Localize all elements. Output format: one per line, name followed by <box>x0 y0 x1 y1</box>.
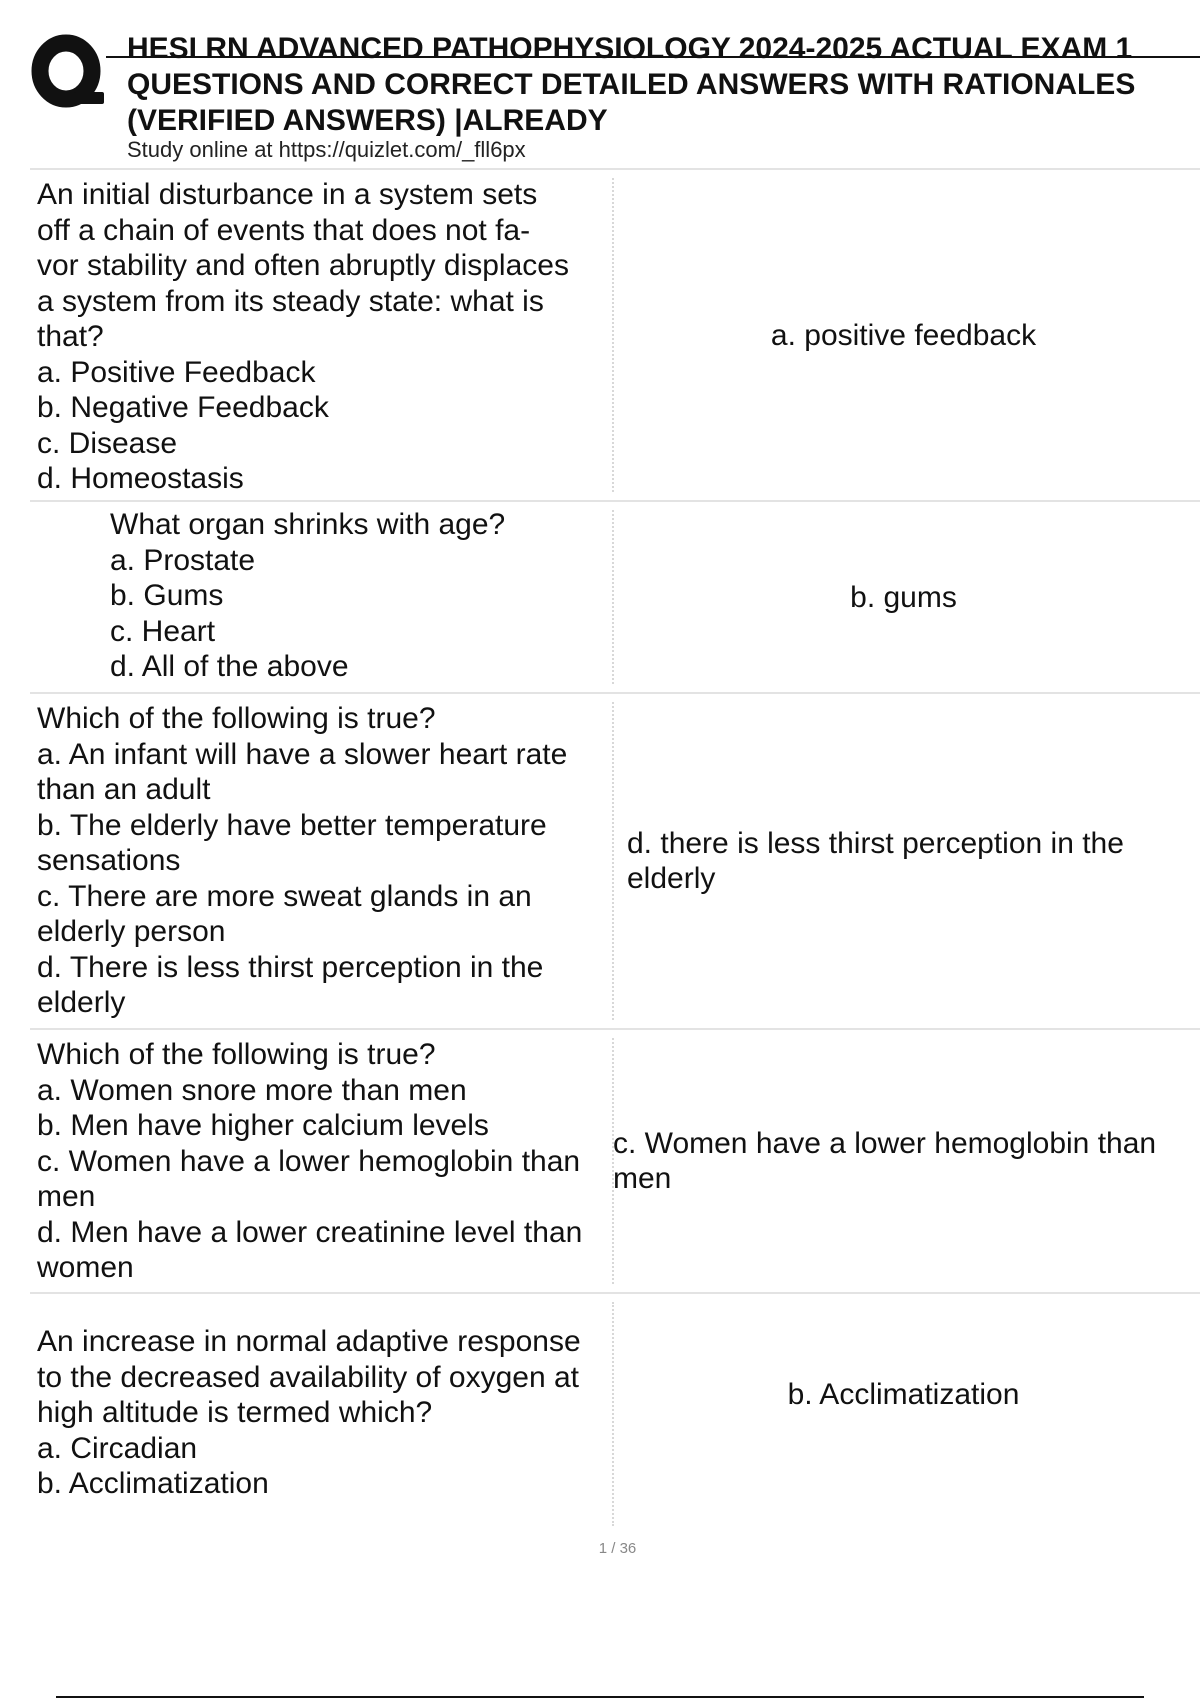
question-line: a system from its steady state: what is <box>37 284 544 318</box>
flashcard-row <box>30 1294 1200 1534</box>
question-line: a. Prostate <box>110 543 256 577</box>
question-line: men <box>37 1180 96 1213</box>
question-line: a. Women snore more than men <box>37 1073 467 1107</box>
question-line: a. Positive Feedback <box>37 355 316 389</box>
question-line: b. Gums <box>110 579 224 612</box>
answer-line: elderly <box>627 862 716 895</box>
question-line: that? <box>37 320 104 353</box>
question-cell <box>30 694 607 1028</box>
page-number: 1 / 36 <box>598 1540 637 1557</box>
question-line: b. Negative Feedback <box>37 391 329 424</box>
title-line: (VERIFIED ANSWERS) |ALREADY <box>127 104 608 137</box>
column-divider <box>612 702 614 1020</box>
answer-text: b. gums <box>850 580 957 614</box>
question-cell <box>30 1030 607 1292</box>
answer-line: men <box>613 1162 672 1195</box>
answer-cell <box>607 170 1200 500</box>
answer-line: d. there is less thirst perception in the <box>627 827 1124 860</box>
question-line: b. Men have higher calcium levels <box>37 1109 489 1142</box>
question-line: elderly person <box>37 915 226 948</box>
flashcard-row <box>30 168 1200 502</box>
answer-cell <box>607 1294 1200 1534</box>
flashcard-table <box>30 168 1200 1534</box>
answer-cell <box>607 1030 1200 1292</box>
question-cell <box>30 170 607 500</box>
question-line: b. Acclimatization <box>37 1467 269 1500</box>
question-line: than an adult <box>37 773 211 806</box>
question-line: b. The elderly have better temperature <box>37 808 547 842</box>
question-line: d. All of the above <box>110 650 349 683</box>
flashcard-row <box>30 694 1200 1030</box>
question-line: d. There is less thirst perception in the <box>37 950 544 984</box>
title-line: HESI RN ADVANCED PATHOPHYSIOLOGY 2024-2025 ACTUAL EXAM 1 <box>127 32 1133 65</box>
question-cell <box>30 502 607 692</box>
bottom-rule <box>56 1696 1144 1698</box>
question-line: sensations <box>37 844 181 877</box>
flashcard-row <box>30 502 1200 694</box>
question-line: c. Disease <box>37 426 178 460</box>
flashcard-row <box>30 1030 1200 1294</box>
question-line: a. Circadian <box>37 1431 198 1465</box>
question-line: women <box>37 1251 134 1284</box>
question-line: c. There are more sweat glands in an <box>37 879 532 913</box>
question-line: high altitude is termed which? <box>37 1396 433 1429</box>
quizlet-logo-icon <box>30 34 108 112</box>
question-line: An initial disturbance in a system sets <box>37 178 538 211</box>
answer-cell <box>607 502 1200 692</box>
answer-text: a. positive feedback <box>770 318 1037 352</box>
study-link[interactable]: Study online at https://quizlet.com/_fll6px <box>127 137 526 162</box>
answer-text: b. Acclimatization <box>787 1377 1020 1411</box>
question-line: d. Homeostasis <box>37 462 244 495</box>
column-divider <box>612 1038 614 1284</box>
question-line: to the decreased availability of oxygen at <box>37 1360 580 1394</box>
question-line: d. Men have a lower creatinine level than <box>37 1215 583 1249</box>
column-divider <box>612 1302 614 1526</box>
column-divider <box>612 510 614 684</box>
question-line: off a chain of events that does not fa- <box>37 213 531 247</box>
answer-line: c. Women have a lower hemoglobin than <box>613 1127 1157 1160</box>
question-cell <box>30 1294 607 1534</box>
question-line: a. An infant will have a slower heart rate <box>37 737 568 771</box>
question-line: c. Women have a lower hemoglobin than <box>37 1144 581 1178</box>
column-divider <box>612 178 614 492</box>
document-title <box>127 31 1200 139</box>
question-line: Which of the following is true? <box>37 1038 436 1071</box>
question-line: What organ shrinks with age? <box>110 508 506 541</box>
answer-cell <box>607 694 1200 1028</box>
question-line: elderly <box>37 986 126 1019</box>
question-line: An increase in normal adaptive response <box>37 1325 581 1358</box>
question-line: c. Heart <box>110 614 216 648</box>
question-line: Which of the following is true? <box>37 702 436 735</box>
title-line: QUESTIONS AND CORRECT DETAILED ANSWERS WITH RATIONALES <box>127 68 1136 101</box>
question-line: vor stability and often abruptly displaces <box>37 249 569 282</box>
